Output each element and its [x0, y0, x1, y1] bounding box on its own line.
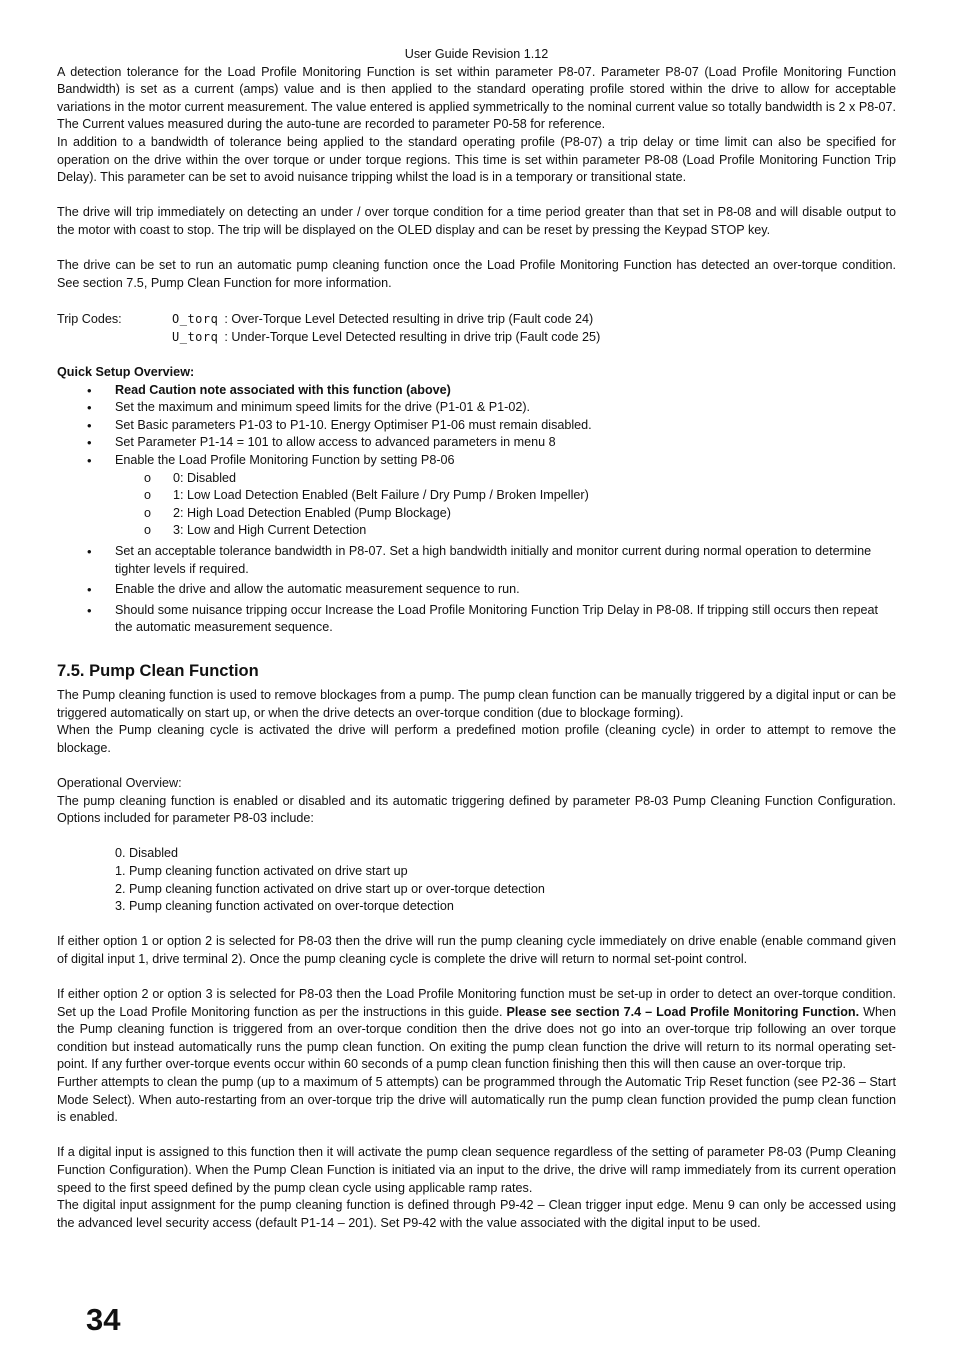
list-item: • Set an acceptable tolerance bandwidth in P8-07. Set a high bandwidth initially and monitor current during normal operation to determine tighter levels if required. [57, 543, 896, 578]
trip-code-display: U_torq [172, 329, 219, 344]
list-item: 2. Pump cleaning function activated on drive start up or over-torque detection [115, 881, 545, 896]
list-item: o 0: Disabled [57, 470, 896, 488]
trip-code-display: O_torq [172, 311, 219, 326]
list-item: • Enable the Load Profile Monitoring Function by setting P8-06 [57, 452, 896, 470]
list-item: 3. Pump cleaning function activated on over-torque detection [115, 899, 454, 914]
paragraph: The drive will trip immediately on detecting an under / over torque condition for a time period greater than that set in P8-08 and will disable output to the motor with coast to stop. The trip will be displayed on the OLED display and can be reset by pressing the Keypad STOP key. [57, 205, 896, 237]
paragraph: A detection tolerance for the Load Profile Monitoring Function is set within parameter P8-07. Parameter P8-07 (Load Profile Monitoring Function Bandwidth) is set as a current (amps) value and is then applied to the standard operating profile stored within the drive to allow for acceptable variations in the motor current measurement. The value entered is applied symmetrically to the nominal current value so totally bandwidth is 2 x P8-07. The Current values measured during the auto-tune are recorded to parameter P0-58 for reference. [57, 64, 896, 132]
paragraph: When the Pump cleaning cycle is activated the drive will perform a predefined motion profile (cleaning cycle) in order to attempt to remove the blockage. [57, 723, 896, 755]
list-item: • Read Caution note associated with this function (above) [57, 382, 896, 400]
page-number: 34 [86, 1302, 121, 1337]
trip-codes [57, 311, 896, 346]
trip-code-description: : Under-Torque Level Detected resulting in drive trip (Fault code 25) [224, 329, 601, 344]
list-item: o 3: Low and High Current Detection [57, 522, 896, 540]
quick-setup-list [57, 382, 896, 470]
list-item: • Enable the drive and allow the automatic measurement sequence to run. [57, 581, 896, 599]
list-item: 0. Disabled [115, 846, 179, 861]
paragraph: Further attempts to clean the pump (up to a maximum of 5 attempts) can be programmed through the Automatic Trip Reset function (see P2-36 – Start Mode Select). When auto-restarting from an over-torque trip the drive will automatically run the pump clean function provided the pump clean function is enabled. [57, 1075, 896, 1125]
list-item: • Should some nuisance tripping occur Increase the Load Profile Monitoring Function Trip Delay in P8-08. If tripping still occurs then repeat the automatic measurement sequence. [57, 602, 896, 637]
trip-code-description: : Over-Torque Level Detected resulting in drive trip (Fault code 24) [224, 311, 594, 326]
section-heading: 7.5. Pump Clean Function [57, 662, 259, 680]
paragraph: If either option 2 or option 3 is selected for P8-03 then the Load Profile Monitoring function must be set-up in order to detect an over-torque condition. Set up the Load Profile Monitoring function as per the instructions in this guide. Please see section 7.4 – Load Profile Monitoring Function. When the Pump cleaning function is triggered from an over-torque condition then the drive does not go into an over-torque trip following an over torque condition but instead automatically runs the pump clean function. On exiting the pump clean function the drive will return to its normal operating set-point. If any further over-torque events occur within 60 seconds of a pump clean function finishing then this will then cause an over-torque trip. [57, 987, 896, 1072]
quick-setup-list-continued [57, 543, 896, 637]
paragraph: Operational Overview: [57, 775, 182, 790]
quick-setup-title: Quick Setup Overview: [57, 365, 195, 380]
list-item: o 1: Low Load Detection Enabled (Belt Failure / Dry Pump / Broken Impeller) [57, 487, 896, 505]
list-item: • Set Basic parameters P1-03 to P1-10. Energy Optimiser P1-06 must remain disabled. [57, 417, 896, 435]
paragraph: The pump cleaning function is enabled or disabled and its automatic triggering defined by parameter P8-03 Pump Cleaning Function Configuration. Options included for parameter P8-03 include: [57, 793, 896, 826]
document-page [57, 46, 896, 1232]
p8-03-options [57, 845, 896, 915]
list-item: • Set Parameter P1-14 = 101 to allow access to advanced parameters in menu 8 [57, 434, 896, 452]
paragraph: The Pump cleaning function is used to remove blockages from a pump. The pump clean function can be manually triggered by a digital input or can be triggered automatically on start up, or when the drive detects an over-torque condition (due to blockage forming). [57, 688, 896, 720]
paragraph: In addition to a bandwidth of tolerance being applied to the standard operating profile (P8-07) a trip delay or time limit can also be specified for operation on the drive within the over torque or under torque regions. This time is set within parameter P8-08 (Load Profile Monitoring Function Trip Delay). This parameter can be set to avoid nuisance tripping whilst the load is in a temporary or transitional state. [57, 134, 896, 185]
list-item: • Set the maximum and minimum speed limits for the drive (P1-01 & P1-02). [57, 399, 896, 417]
list-item: o 2: High Load Detection Enabled (Pump Blockage) [57, 505, 896, 523]
paragraph: The drive can be set to run an automatic pump cleaning function once the Load Profile Monitoring Function has detected an over-torque condition. See section 7.5, Pump Clean Function for more information. [57, 258, 896, 290]
p8-06-options [57, 470, 896, 540]
paragraph: If either option 1 or option 2 is selected for P8-03 then the drive will run the pump cleaning cycle immediately on drive enable (enable command given of digital input 1, drive terminal 2). Once the pump cleaning cycle is complete the drive will return to normal set-point control. [57, 934, 896, 966]
page-header: User Guide Revision 1.12 [404, 47, 549, 61]
trip-codes-label: Trip Codes: [57, 311, 122, 326]
paragraph: The digital input assignment for the pump cleaning function is defined through P9-42 – Clean trigger input edge. Menu 9 can only be accessed using the advanced level security access (default P1-14 – 201). Set P9-42 with the value associated with the digital input to be used. [57, 1198, 896, 1230]
list-item: 1. Pump cleaning function activated on drive start up [115, 863, 408, 878]
paragraph: If a digital input is assigned to this function then it will activate the pump clean sequence regardless of the setting of parameter P8-03 (Pump Cleaning Function Configuration). When the Pump Clean Function is initiated via an input to the drive, the drive will ramp immediately from its current operation speed to the first speed defined by the pump clean cycle using applicable ramp rates. [57, 1145, 896, 1195]
